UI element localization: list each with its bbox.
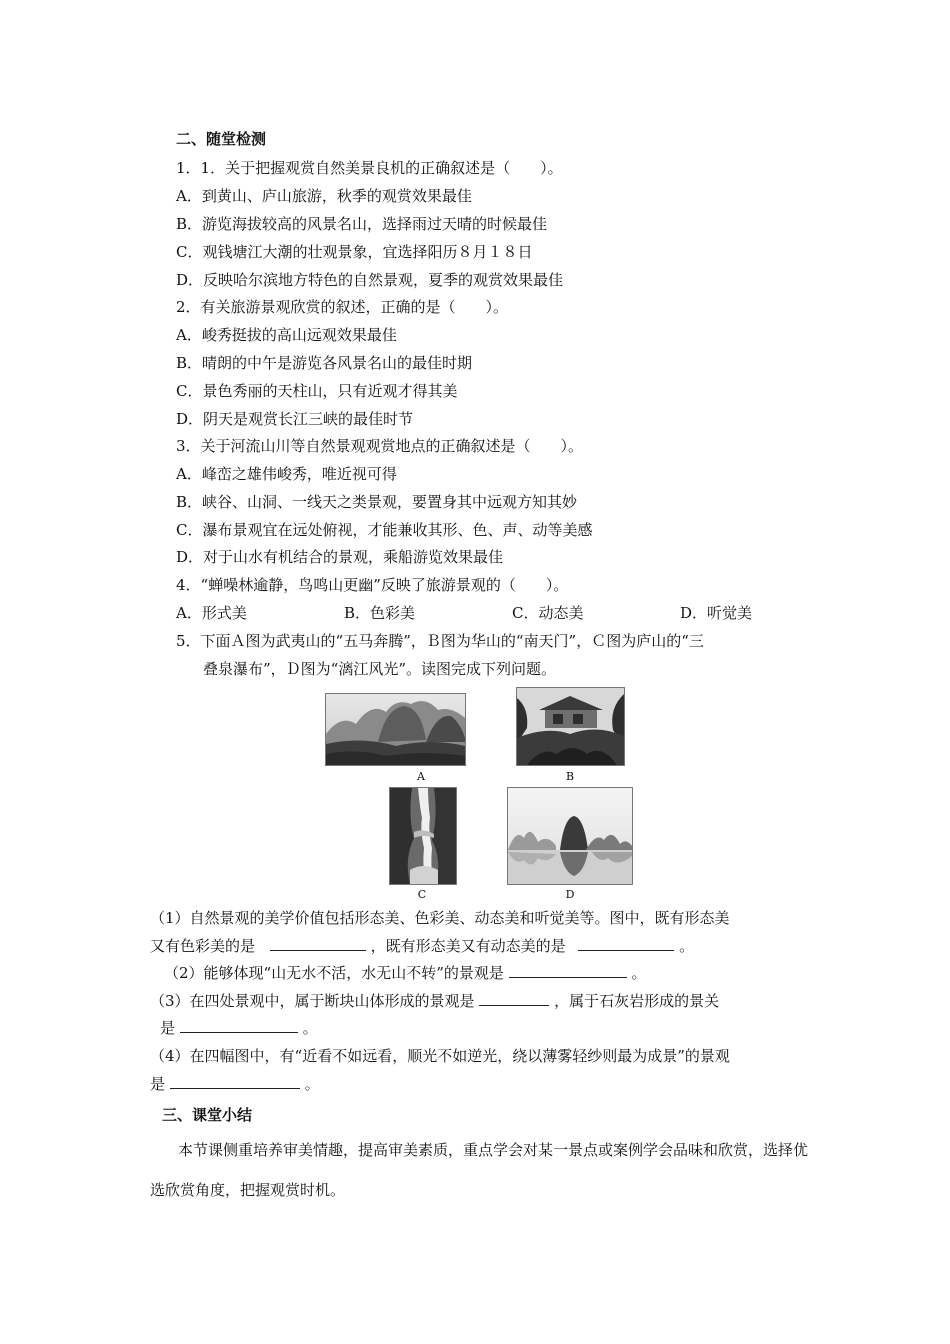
answer-blank-3a[interactable]	[479, 991, 549, 1006]
question-3-option-a: A．峰峦之雄伟峻秀，唯近视可得	[176, 465, 397, 483]
q5-sub4-text-a: 是	[150, 1075, 166, 1093]
question-1-option-d: D．反映哈尔滨地方特色的自然景观，夏季的观赏效果最佳	[176, 271, 564, 289]
question-2-option-a: A．峻秀挺拔的高山远观效果最佳	[176, 326, 397, 344]
temple-gate-photo	[516, 687, 625, 766]
answer-blank-1b[interactable]	[578, 936, 674, 951]
q5-sub3-text-b: ，属于石灰岩形成的景关	[554, 992, 720, 1010]
question-3-option-d: D．对于山水有机结合的景观，乘船游览效果最佳	[176, 548, 504, 566]
question-2-option-c: C．景色秀丽的天柱山，只有近观才得其美	[176, 382, 458, 400]
q5-sub1-line1: （1）自然景观的美学价值包括形态美、色彩美、动态美和听觉美等。图中，既有形态美	[150, 909, 730, 927]
question-5-stem-line1: 5．下面Ａ图为武夷山的“五马奔腾”，Ｂ图为华山的“南天门”，Ｃ图为庐山的“三	[176, 632, 704, 650]
waterfall-photo	[389, 787, 457, 885]
q5-sub3-text-d: 。	[302, 1019, 318, 1037]
photo-caption-a: A	[417, 770, 425, 783]
q5-sub3-text-a: （3）在四处景观中，属于断块山体形成的景观是	[150, 992, 475, 1010]
question-4-option-c: C．动态美	[512, 604, 584, 622]
question-4-option-d: D．听觉美	[680, 604, 753, 622]
question-2-stem: 2．有关旅游景观欣赏的叙述，正确的是（ ）。	[176, 298, 509, 316]
q5-sub2-line	[164, 963, 646, 983]
question-1-option-b: B．游览海拔较高的风景名山，选择雨过天晴的时候最佳	[176, 215, 548, 233]
q5-sub2-text-a: （2）能够体现“山无水不活，水无山不转”的景观是	[164, 964, 504, 982]
q5-sub3-text-c: 是	[160, 1019, 176, 1037]
q5-sub2-text-b: 。	[631, 964, 647, 982]
q5-sub1-text-b: ，既有形态美又有动态美的是	[370, 937, 566, 955]
q5-sub4-text-b: 。	[304, 1075, 320, 1093]
question-4-option-a: A．形式美	[176, 604, 247, 622]
question-1-option-a: A．到黄山、庐山旅游，秋季的观赏效果最佳	[176, 187, 472, 205]
q5-sub4-line2	[150, 1074, 320, 1094]
q5-sub1-text-a: 又有色彩美的是	[150, 937, 256, 955]
answer-blank-4[interactable]	[170, 1074, 300, 1089]
answer-blank-3b[interactable]	[180, 1018, 298, 1033]
question-1-stem: 1．1．关于把握观赏自然美景良机的正确叙述是（ ）。	[176, 159, 563, 177]
summary-paragraph: 本节课侧重培养审美情趣，提高审美素质，重点学会对某一景点或案例学会品味和欣赏，选择优选欣赏角度，把握观赏时机。	[150, 1141, 809, 1199]
section-heading-test: 二、随堂检测	[176, 130, 267, 148]
q5-sub3-line1	[150, 991, 719, 1011]
photo-caption-c: C	[417, 888, 427, 901]
mountain-rocks-photo	[325, 693, 466, 766]
answer-blank-2[interactable]	[509, 963, 627, 978]
photo-caption-d: D	[565, 888, 575, 901]
question-3-option-c: C．瀑布景观宜在远处俯视，才能兼收其形、色、声、动等美感	[176, 521, 593, 539]
karst-river-photo	[507, 787, 633, 885]
photo-caption-b: B	[565, 770, 575, 783]
question-5-stem-line2: 叠泉瀑布”，Ｄ图为“漓江风光”。读图完成下列问题。	[203, 660, 557, 678]
question-3-option-b: B．峡谷、山洞、一线天之类景观，要置身其中远观方知其妙	[176, 493, 578, 511]
question-3-stem: 3．关于河流山川等自然景观观赏地点的正确叙述是（ ）。	[176, 437, 584, 455]
answer-blank-1a[interactable]	[270, 936, 366, 951]
question-2-option-d: D．阴天是观赏长江三峡的最佳时节	[176, 410, 414, 428]
question-1-option-c: C．观钱塘江大潮的壮观景象，宜选择阳历８月１８日	[176, 243, 533, 261]
section-heading-summary: 三、课堂小结	[162, 1106, 253, 1124]
q5-sub4-line1: （4）在四幅图中，有“近看不如远看，顺光不如逆光，绕以薄雾轻纱则最为成景”的景观	[150, 1047, 730, 1065]
question-4-stem: 4．“蝉噪林逾静，鸟鸣山更幽”反映了旅游景观的（ ）。	[176, 576, 569, 594]
question-4-option-b: B．色彩美	[344, 604, 416, 622]
q5-sub1-line2	[150, 936, 694, 956]
q5-sub3-line2	[160, 1018, 318, 1038]
q5-sub1-text-c: 。	[679, 937, 695, 955]
question-2-option-b: B．晴朗的中午是游览各风景名山的最佳时期	[176, 354, 473, 372]
